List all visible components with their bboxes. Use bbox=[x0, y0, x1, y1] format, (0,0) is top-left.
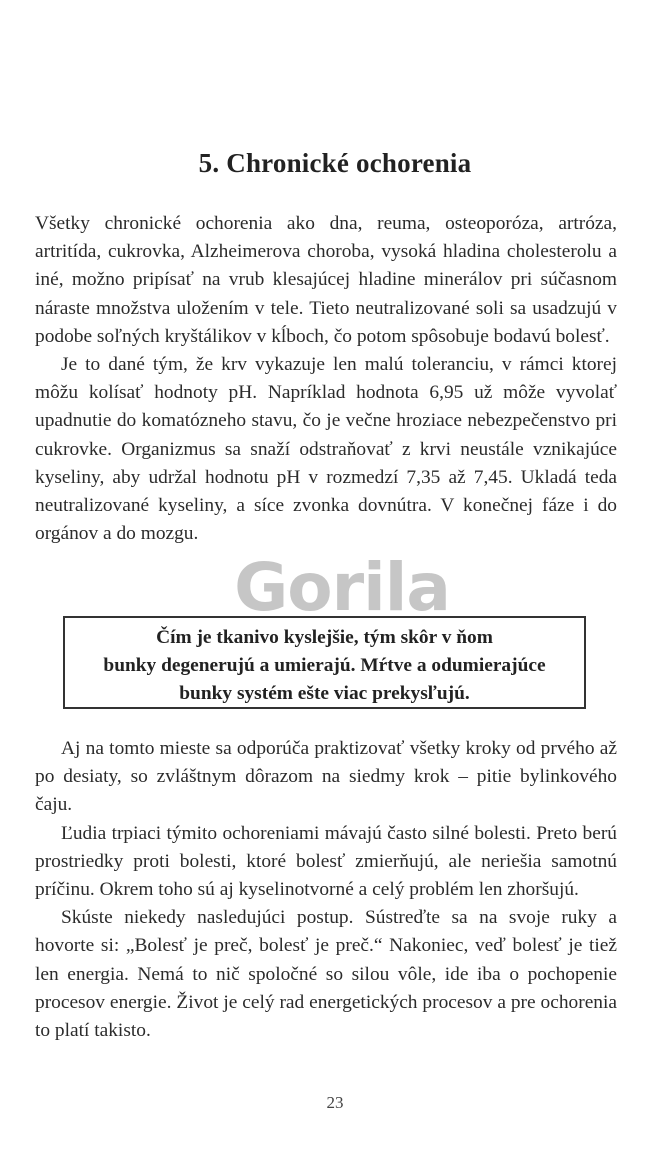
paragraph-4: Ľudia trpiaci týmito ochoreniami mávajú často silné bolesti. Preto berú prostriedky proti bolesti, ktoré bolesť zmierňujú, ale neriešia samotnú príčinu. Okrem toho sú aj kyselinotvorné a celý problém len zhoršujú. bbox=[35, 822, 617, 901]
highlight-line-2: bunky degenerujú a umierajú. Mŕtve a odumierajúce bbox=[103, 655, 546, 676]
highlight-line-1: Čím je tkanivo kyslejšie, tým skôr v ňom bbox=[156, 627, 493, 648]
body-text-top bbox=[35, 210, 617, 548]
body-text-bottom bbox=[35, 735, 617, 1045]
chapter-title: 5. Chronické ochorenia bbox=[198, 148, 472, 178]
highlight-box bbox=[63, 616, 586, 709]
paragraph-2: Je to dané tým, že krv vykazuje len malú toleranciu, v rámci ktorej môžu kolísať hodnoty pH. Napríklad hodnota 6,95 už môže vyvolať upadnutie do komatózneho stavu, čo je večne hroziace nebezpečenstvo pri cukrovke. Organizmus sa snaží odstraňovať z krvi neustále vznikajúce kyseliny, aby udržal hodnotu pH v rozmedzí 7,35 až 7,45. Ukladá teda neutralizované kyseliny, a síce zvonka dovnútra. V konečnej fáze i do orgánov a do mozgu. bbox=[35, 354, 617, 545]
paragraph-3: Aj na tomto mieste sa odporúča praktizovať všetky kroky od prvého až po desiaty, so zvláštnym dôrazom na siedmy krok – pitie bylinkového čaju. bbox=[35, 738, 617, 816]
highlight-line-3: bunky systém ešte viac prekysľujú. bbox=[179, 683, 470, 704]
page-number: 23 bbox=[326, 1093, 344, 1112]
paragraph-5: Skúste niekedy nasledujúci postup. Sústreďte sa na svoje ruky a hovorte si: „Bolesť je preč, bolesť je preč.“ Nakoniec, veď bolesť je tiež len energia. Nemá to nič spoločné so silou vôle, ide iba o pochopenie procesov energie. Život je celý rad energetických procesov a pre ochorenia to platí takisto. bbox=[35, 907, 617, 1042]
watermark-logo: Gorila bbox=[234, 549, 450, 626]
paragraph-1: Všetky chronické ochorenia ako dna, reuma, osteoporóza, artróza, artritída, cukrovka, Alzheimerova choroba, vysoká hladina cholesterolu a iné, možno pripísať na vrub klesajúcej hladine minerálov pri súčasnom náraste množstva uložením v tele. Tieto neutralizované soli sa usadzujú v podobe soľných kryštálikov v kĺboch, čo potom spôsobuje bodavú bolesť. bbox=[35, 213, 617, 347]
